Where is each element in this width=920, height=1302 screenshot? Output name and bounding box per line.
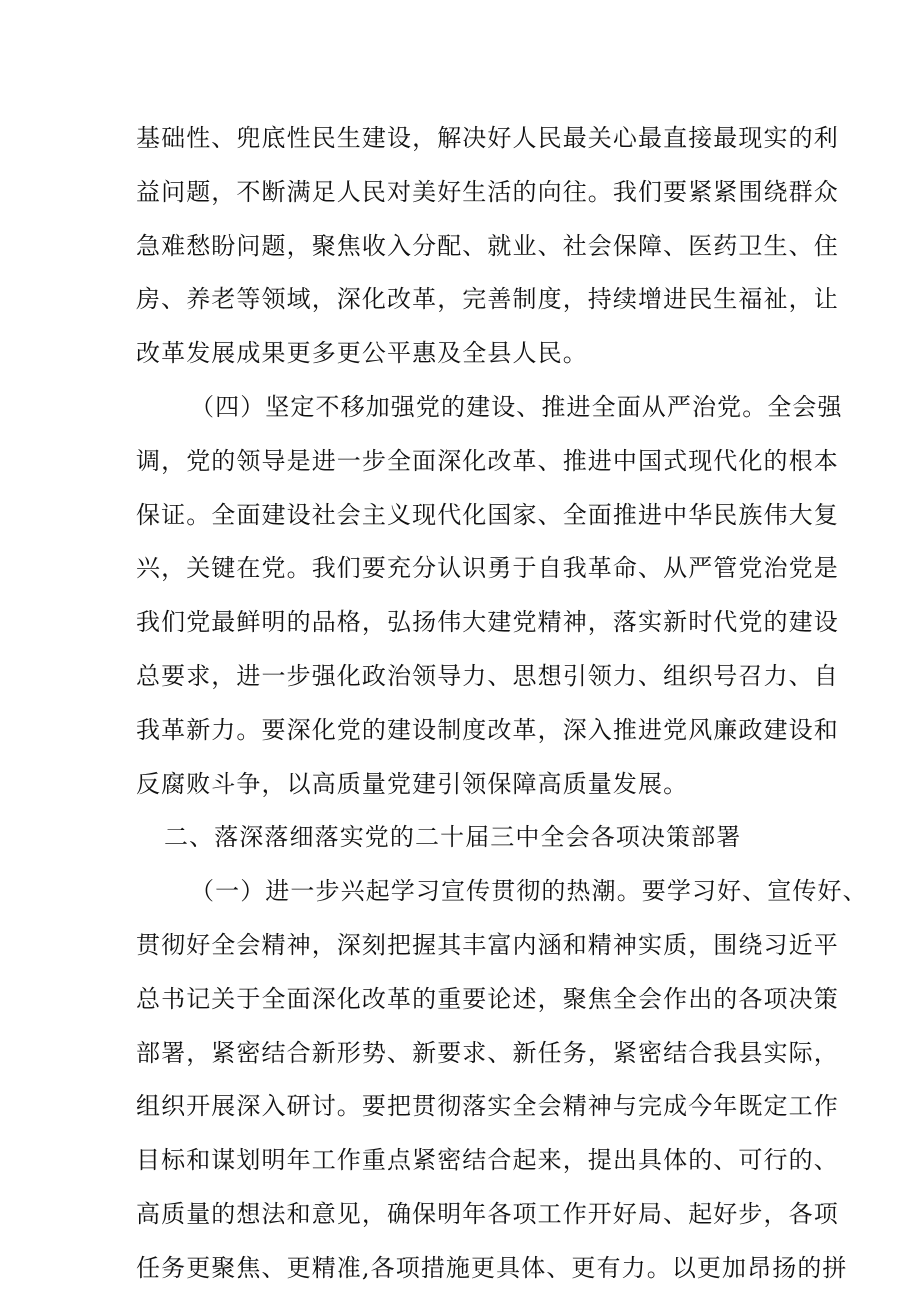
text-line-first: （一）进一步兴起学习宣传贯彻的热潮。要学习好、宣传好、 — [190, 877, 868, 906]
text-line: 基础性、兜底性民生建设，解决好人民最关心最直接最现实的利 — [136, 124, 839, 152]
text-line: 总要求，进一步强化政治领导力、思想引领力、组织号召力、自 — [136, 661, 839, 690]
text-line: 房、养老等领域，深化改革，完善制度，持续增进民生福祉，让 — [136, 285, 839, 314]
text-line: 我革新力。要深化党的建设制度改革，深入推进党风廉政建设和 — [136, 715, 839, 744]
text-line: 调，党的领导是进一步全面深化改革、推进中国式现代化的根本 — [136, 446, 839, 475]
text-line: 组织开展深入研讨。要把贯彻落实全会精神与完成今年既定工作 — [136, 1092, 839, 1121]
text-line: 急难愁盼问题，聚焦收入分配、就业、社会保障、医药卫生、住 — [136, 231, 839, 260]
text-line: 高质量的想法和意见，确保明年各项工作开好局、起好步，各项 — [136, 1199, 839, 1228]
paragraph-party-building — [136, 387, 843, 817]
text-line: 总书记关于全面深化改革的重要论述，聚焦全会作出的各项决策 — [136, 984, 839, 1013]
text-line: 目标和谋划明年工作重点紧密结合起来，提出具体的、可行的、 — [136, 1146, 839, 1175]
paragraph-livelihood-continued — [136, 118, 839, 387]
text-line: 贯彻好全会精神，深刻把握其丰富内涵和精神实质，围绕习近平 — [136, 930, 839, 959]
text-line: 我们党最鲜明的品格，弘扬伟大建党精神，落实新时代党的建设 — [136, 608, 839, 637]
text-line-first: （四）坚定不移加强党的建设、推进全面从严治党。全会强 — [190, 392, 843, 421]
text-line: 兴，关键在党。我们要充分认识勇于自我革命、从严管党治党是 — [136, 554, 839, 583]
document-body — [136, 118, 868, 1302]
paragraph-study-publicize — [136, 871, 868, 1301]
section-heading: 二、落深落细落实党的二十届三中全会各项决策部署 — [164, 823, 742, 852]
text-line: 反腐败斗争，以高质量党建引领保障高质量发展。 — [136, 769, 689, 798]
text-line: 保证。全面建设社会主义现代化国家、全面推进中华民族伟大复 — [136, 500, 839, 529]
text-line: 部署，紧密结合新形势、新要求、新任务，紧密结合我县实际， — [136, 1038, 839, 1067]
text-line: 任务更聚焦、更精准,各项措施更具体、更有力。以更加昂扬的拼 — [136, 1253, 848, 1282]
text-line: 益问题，不断满足人民对美好生活的向往。我们要紧紧围绕群众 — [136, 177, 839, 206]
text-line: 改革发展成果更多更公平惠及全县人民。 — [136, 339, 588, 368]
